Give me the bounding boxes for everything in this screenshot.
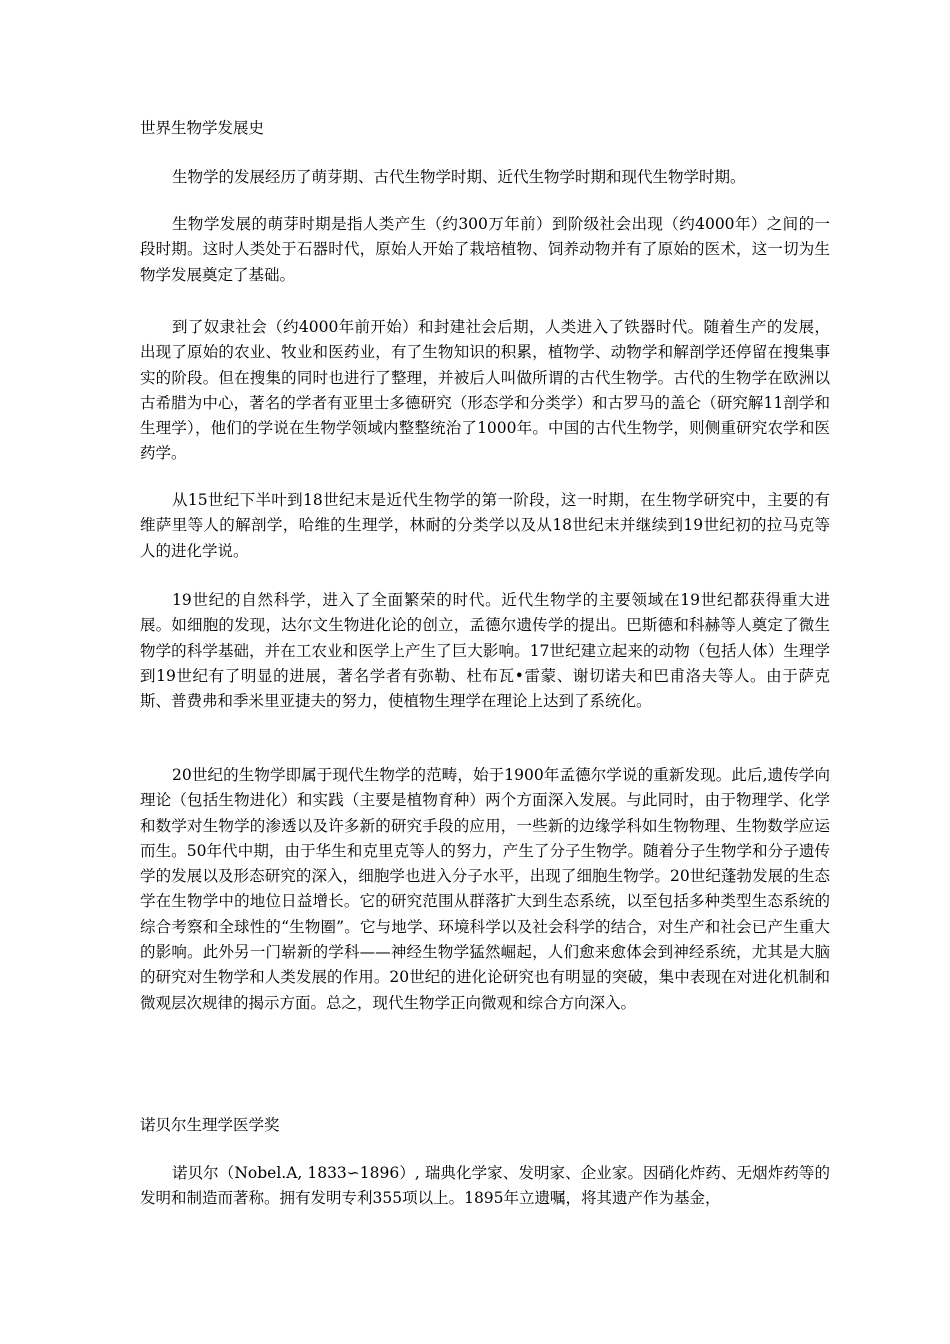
paragraph-intro: 生物学的发展经历了萌芽期、古代生物学时期、近代生物学时期和现代生物学时期。 — [172, 168, 746, 186]
paragraph-nobel-biography: 诺贝尔（Nobel.A, 1833∽1896）, 瑞典化学家、发明家、企业家。因硝化炸药、无烟炸药等的发明和制造而著称。拥有发明专利355项以上。1895年立遗嘱，将其遗产作为基金， — [140, 1164, 830, 1208]
paragraph-early-modern: 从15世纪下半叶到18世纪末是近代生物学的第一阶段，这一时期，在生物学研究中，主要的有维萨里等人的解剖学，哈维的生理学，林耐的分类学以及从18世纪末并继续到19世纪初的拉马克等人的进化学说。 — [140, 491, 830, 560]
section-title-nobel-prize: 诺贝尔生理学医学奖 — [140, 1116, 280, 1134]
paragraph-ancient-period: 到了奴隶社会（约4000年前开始）和封建社会后期，人类进入了铁器时代。随着生产的发展，出现了原始的农业、牧业和医药业，有了生物知识的积累，植物学、动物学和解剖学还停留在搜集事实的阶段。但在搜集的同时也进行了整理，并被后人叫做所谓的古代生物学。古代的生物学在欧洲以古希腊为中心，著名的学者有亚里士多德研究（形态学和分类学）和古罗马的盖仑（研究解11剖学和生理学），他们的学说在生物学领域内整整统治了1000年。中国的古代生物学，则侧重研究农学和医药学。 — [140, 318, 830, 463]
paragraph-budding-period: 生物学发展的萌芽时期是指人类产生（约300万年前）到阶级社会出现（约4000年）之间的一段时期。这时人类处于石器时代，原始人开始了栽培植物、饲养动物并有了原始的医术，这一切为生物学发展奠定了基础。 — [140, 215, 830, 284]
section-title-biology-history: 世界生物学发展史 — [140, 119, 265, 137]
paragraph-20th-century: 20世纪的生物学即属于现代生物学的范畴，始于1900年孟德尔学说的重新发现。此后,遗传学向理论（包括生物进化）和实践（主要是植物育种）两个方面深入发展。与此同时，由于物理学、化学和数学对生物学的渗透以及许多新的研究手段的应用，一些新的边缘学科如生物物理、生物数学应运而生。50年代中期，由于华生和克里克等人的努力，产生了分子生物学。随着分子生物学和分子遗传学的发展以及形态研究的深入，细胞学也进入分子水平，出现了细胞生物学。20世纪蓬勃发展的生态学在生物学中的地位日益增长。它的研究范围从群落扩大到生态系统，以至包括多种类型生态系统的综合考察和全球性的“生物圈”。它与地学、环境科学以及社会科学的结合，对生产和社会已产生重大的影响。此外另一门崭新的学科——神经生物学猛然崛起，人们愈来愈体会到神经系统，尤其是大脑的研究对生物学和人类发展的作用。20世纪的进化论研究也有明显的突破，集中表现在对进化机制和微观层次规律的揭示方面。总之，现代生物学正向微观和综合方向深入。 — [140, 766, 830, 1012]
paragraph-19th-century: 19世纪的自然科学，进入了全面繁荣的时代。近代生物学的主要领域在19世纪都获得重大进展。如细胞的发现，达尔文生物进化论的创立，孟德尔遗传学的提出。巴斯德和科赫等人奠定了微生物学的科学基础，并在工农业和医学上产生了巨大影响。17世纪建立起来的动物（包括人体）生理学到19世纪有了明显的进展，著名学者有弥勒、杜布瓦•雷蒙、谢切诺夫和巴甫洛夫等人。由于萨克斯、普费弗和季米里亚捷夫的努力，使植物生理学在理论上达到了系统化。 — [140, 591, 830, 711]
